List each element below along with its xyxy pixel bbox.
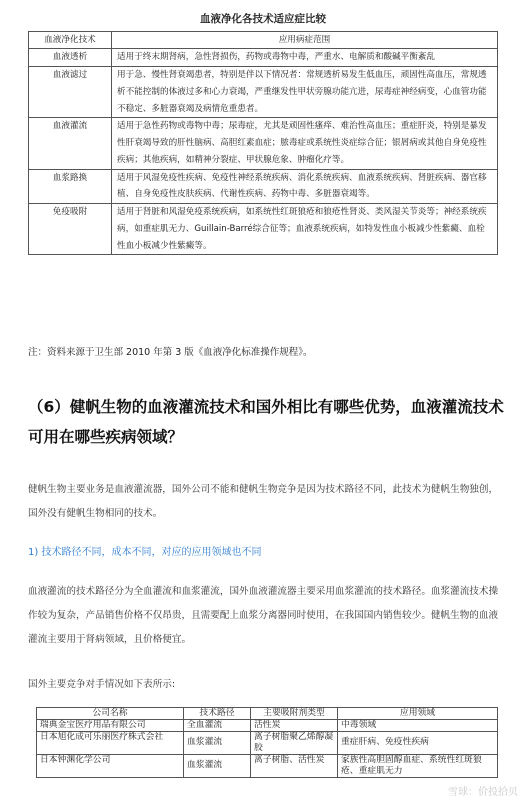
table-row [37, 719, 498, 731]
header-cell-scope: 应用病症范围 [112, 32, 498, 49]
adsorbent-type: 活性炭 [251, 719, 338, 731]
source-note: 注：资料来源于卫生部 2010 年第 3 版《血液净化标准操作规程》。 [28, 347, 313, 358]
technique-scope: 用于急、慢性肾衰竭患者，特别是伴以下情况者：常规透析易发生低血压，顽固性高血压，常规透析不能控制的体液过多和心力衰竭，严重继发性甲状旁腺功能亢进，尿毒症神经病变，心血管功能不稳定、多脏器衰竭及病情危重患者。 [112, 67, 498, 118]
table1-title: 血液净化各技术适应症比较 [200, 13, 326, 25]
technique-name: 血液滤过 [29, 67, 112, 118]
paragraph-business: 健帆生物主要业务是血液灌流器，国外公司不能和健帆生物竞争是因为技术路径不同，此技术为健帆生物独创，国外没有健帆生物相同的技术。 [28, 484, 499, 519]
subheading: 1) 技术路径不同，成本不同，对应的应用领域也不同 [28, 547, 262, 558]
application-field: 中毒领域 [338, 719, 498, 731]
paragraph-technique: 血液灌流的技术路径分为全血灌流和血浆灌流，国外血液灌流器主要采用血浆灌流的技术路径。血浆灌流技术操作较为复杂，产品销售价格不仅昂贵，且需要配上血浆分离器同时使用，在我国国内销售较少。健帆生物的血液灌流主要用于肾病领域，且价格便宜。 [28, 586, 499, 645]
technique-scope: 适用于风湿免疫性疾病、免疫性神经系统疾病、消化系统疾病、血液系统疾病、肾脏疾病、器官移植、自身免疫性皮肤疾病、代谢性疾病、药物中毒、多脏器衰竭等。 [112, 169, 498, 204]
competitor-table [36, 707, 498, 778]
company-name: 日本钟渊化学公司 [37, 754, 184, 777]
header-cell-company: 公司名称 [37, 708, 184, 720]
tech-path: 血浆灌流 [184, 754, 251, 777]
technique-scope: 适用于终末期肾病，急性肾损伤，药物或毒物中毒，严重水、电解质和酸碱平衡紊乱 [112, 49, 498, 67]
technique-name: 血浆路换 [29, 169, 112, 204]
technique-scope: 适用于急性药物或毒物中毒；尿毒症，尤其是顽固性瘙痒、难治性高血压；重症肝炎，特别是暴发性肝衰竭导致的肝性脑病、高胆红素血症；脓毒症或系统性炎症综合征；银屑病或其他自身免疫性疾病；其他疾病，如精神分裂症、甲状腺危象、肿瘤化疗等。 [112, 118, 498, 169]
technique-name: 血液透析 [29, 49, 112, 67]
company-name: 瑞典金宝医疗用品有限公司 [37, 719, 184, 731]
table-row [29, 49, 498, 67]
company-name: 日本旭化成可乐丽医疗株式会社 [37, 731, 184, 754]
header-cell-field: 应用领域 [338, 708, 498, 720]
adsorbent-type: 离子树脂、活性炭 [251, 754, 338, 777]
table-header-row [29, 32, 498, 49]
header-cell-technique: 血液净化技术 [29, 32, 112, 49]
tech-path: 血浆灌流 [184, 731, 251, 754]
table-row [29, 118, 498, 169]
application-field: 家族性高胆固醇血症、系统性红斑狼疮、重症肌无力 [338, 754, 498, 777]
tech-path: 全血灌流 [184, 719, 251, 731]
technique-scope: 适用于肾脏和风湿免疫系统疾病，如系统性红斑狼疮和狼疮性肾炎、类风湿关节炎等；神经系统疾病，如重症肌无力、Guillain-Barré综合征等；血液系统疾病，如特发性血小板减少性紫癜、血栓性血小板减少性紫癜等。 [112, 204, 498, 255]
question-heading: （6）健帆生物的血液灌流技术和国外相比有哪些优势，血液灌流技术可用在哪些疾病领域？ [28, 398, 504, 446]
table-row [37, 731, 498, 754]
table-row [29, 169, 498, 204]
table2-intro: 国外主要竞争对手情况如下表所示: [28, 679, 176, 690]
application-field: 重症肝病、免疫性疾病 [338, 731, 498, 754]
table-header-row [37, 708, 498, 720]
technique-name: 免疫吸附 [29, 204, 112, 255]
header-cell-path: 技术路径 [184, 708, 251, 720]
indication-table [28, 31, 498, 255]
watermark: 雪球：价投拾贝 [448, 787, 518, 798]
table-row [37, 754, 498, 777]
header-cell-adsorbent: 主要吸附剂类型 [251, 708, 338, 720]
table-row [29, 204, 498, 255]
technique-name: 血液灌流 [29, 118, 112, 169]
adsorbent-type: 离子树脂聚乙烯醇凝胶 [251, 731, 338, 754]
table-row [29, 67, 498, 118]
